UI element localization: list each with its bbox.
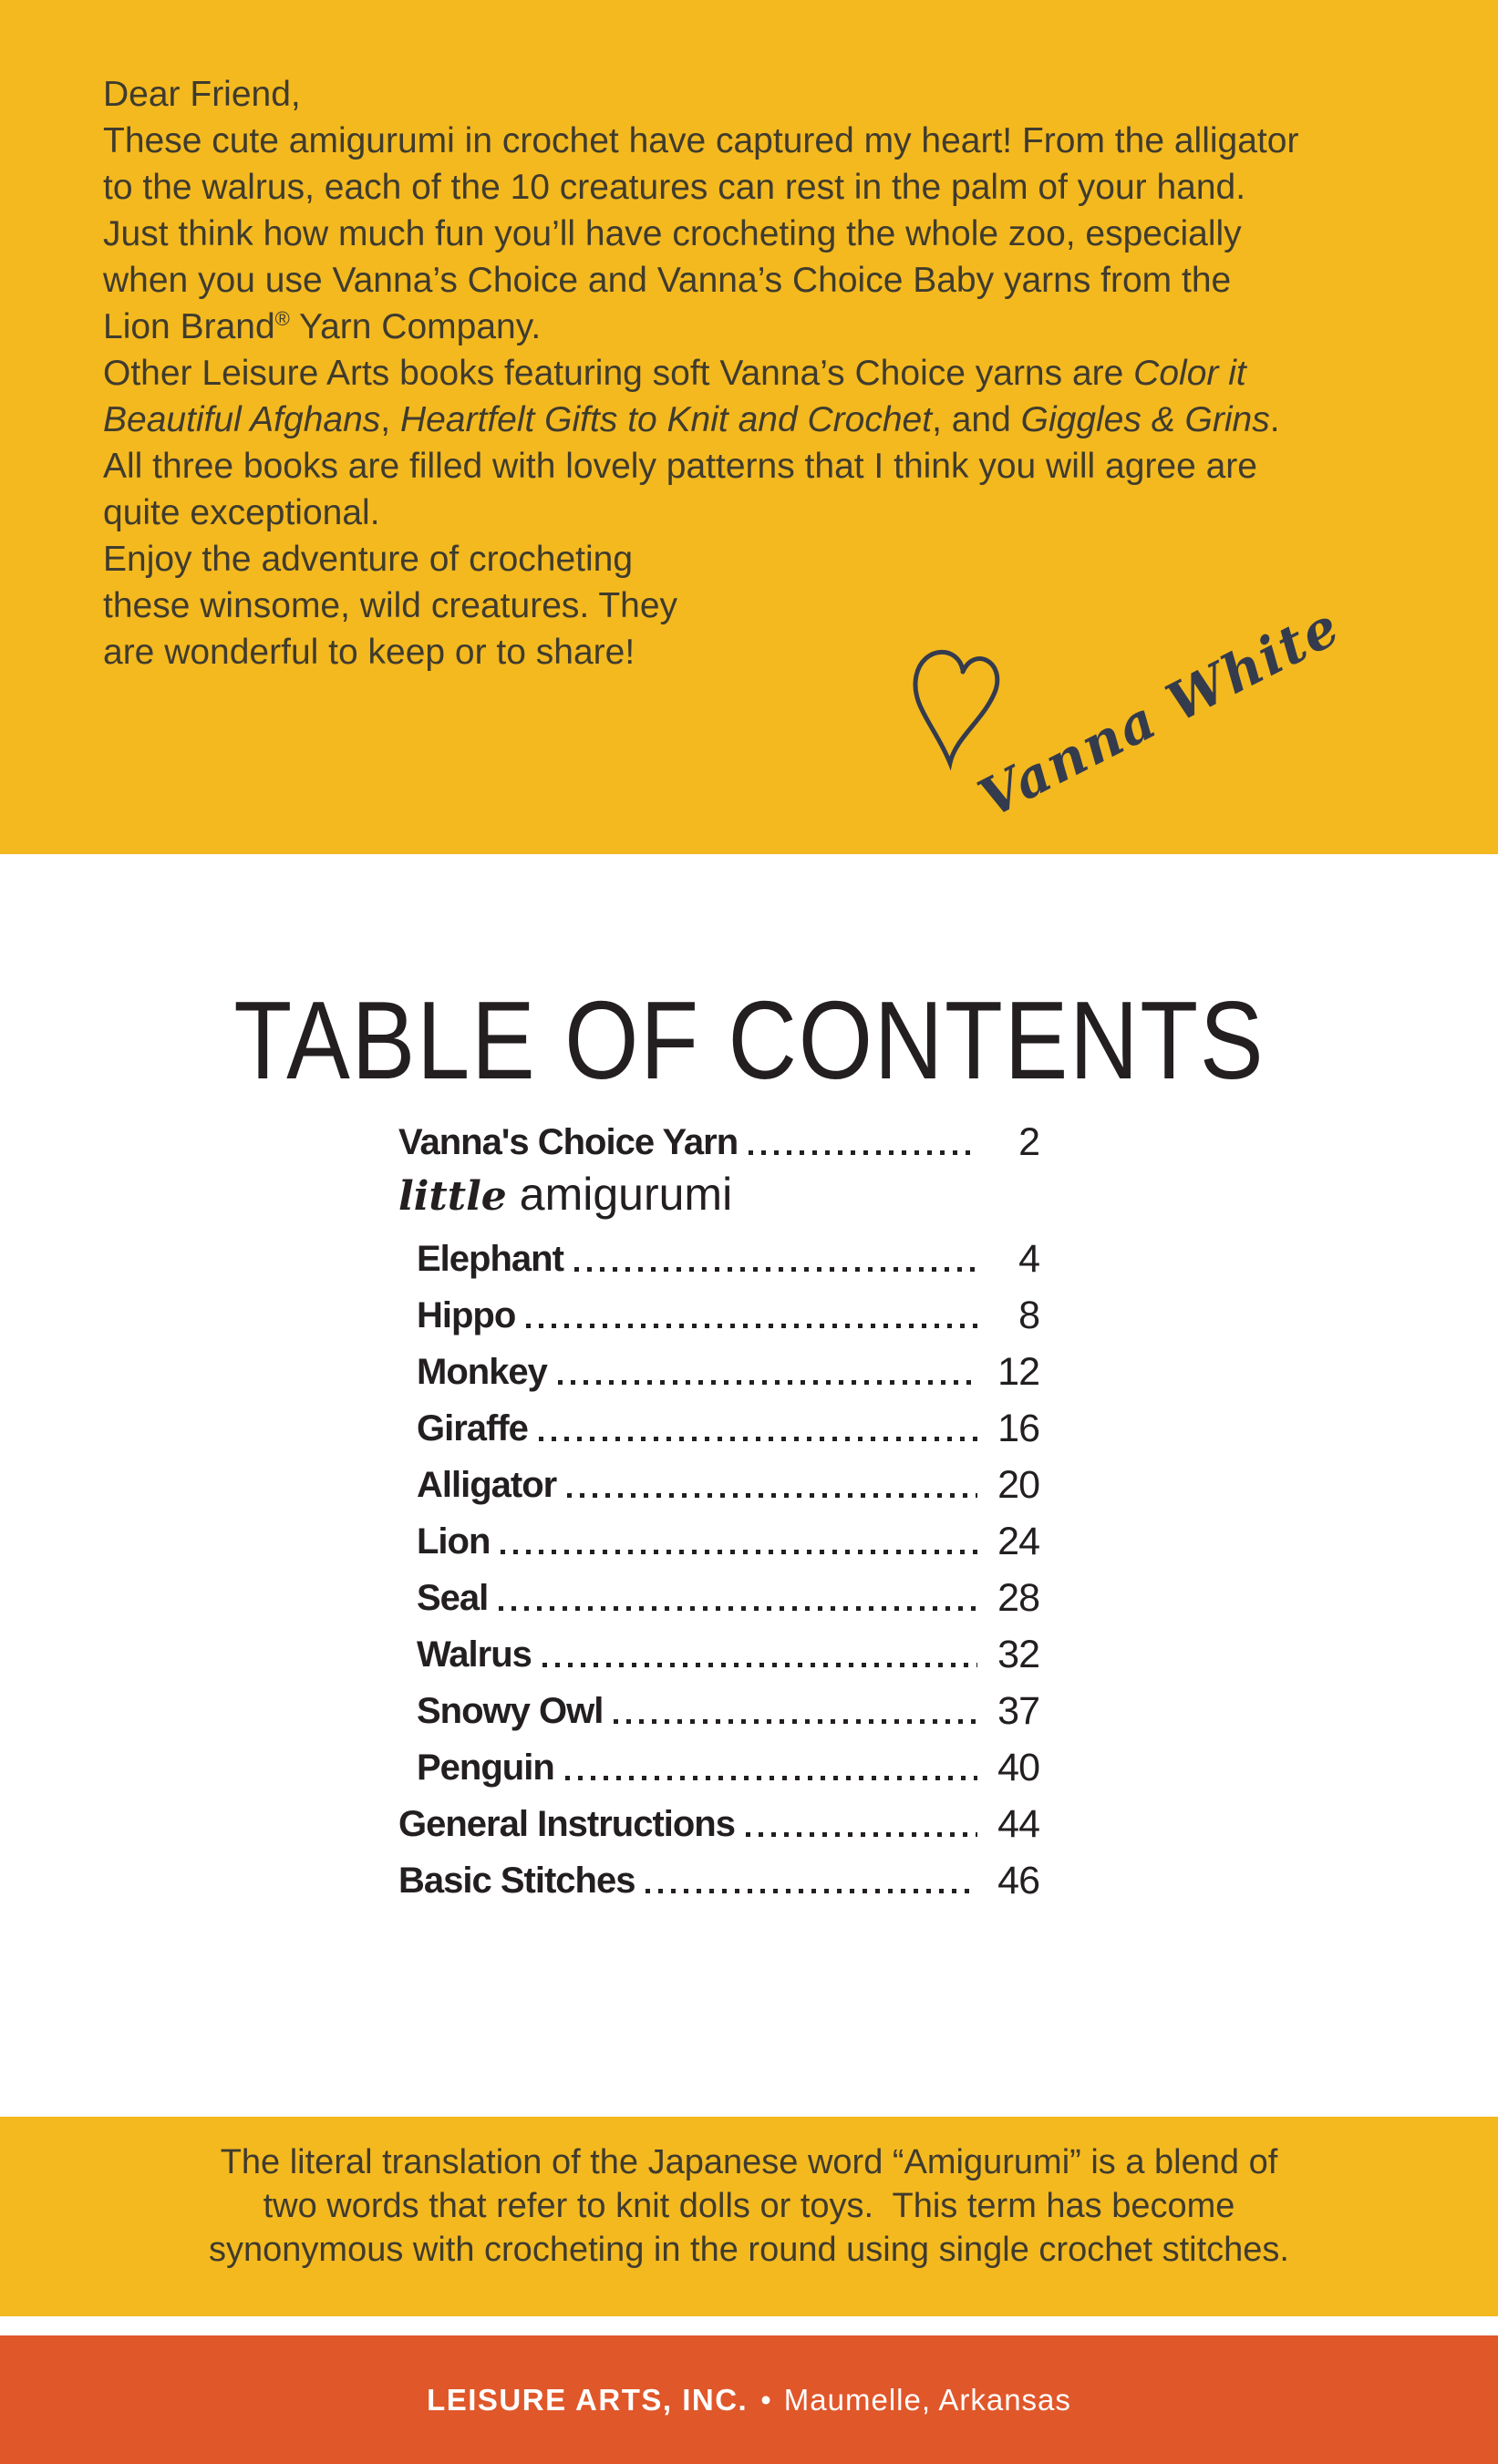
letter-line: , bbox=[380, 400, 400, 439]
toc-subtitle-script: little bbox=[398, 1173, 507, 1220]
toc-entry-page: 24 bbox=[997, 1520, 1039, 1563]
toc-entry-page: 28 bbox=[997, 1576, 1039, 1620]
dot-leader bbox=[565, 1776, 977, 1780]
letter-line: to the walrus, each of the 10 creatures can rest in the palm of your hand. bbox=[103, 168, 1246, 207]
toc-entry-page: 8 bbox=[1018, 1294, 1039, 1337]
toc-entry-row bbox=[398, 1397, 1039, 1453]
toc-subtitle-rest: amigurumi bbox=[519, 1169, 733, 1220]
letter-line: Just think how much fun you’ll have crocheting the whole zoo, especially bbox=[103, 214, 1242, 253]
toc-entry-label: Vanna's Choice Yarn bbox=[398, 1122, 739, 1162]
book-title: Heartfelt Gifts to Knit and Crochet bbox=[399, 400, 933, 439]
toc-entry-row bbox=[398, 1340, 1039, 1397]
toc-entry-page: 12 bbox=[997, 1350, 1039, 1394]
letter-line: . bbox=[1269, 400, 1280, 439]
letter-line: Other Leisure Arts books featuring soft Vanna’s Choice yarns are bbox=[103, 354, 1134, 393]
toc-entry-row bbox=[398, 1510, 1039, 1566]
toc-list bbox=[398, 1110, 1039, 1905]
dot-leader bbox=[746, 1832, 977, 1837]
letter-line: when you use Vanna’s Choice and Vanna’s Choice Baby yarns from the bbox=[103, 261, 1232, 300]
letter-section bbox=[0, 0, 1498, 854]
heart-icon bbox=[903, 641, 1017, 776]
toc-entry-page: 4 bbox=[1018, 1237, 1039, 1281]
toc-entry-page: 37 bbox=[997, 1689, 1039, 1733]
toc-entry-label: Snowy Owl bbox=[417, 1691, 604, 1731]
letter-line: All three books are filled with lovely patterns that I think you will agree are bbox=[103, 447, 1257, 486]
toc-entry-row bbox=[398, 1284, 1039, 1340]
book-title: Giggles & Grins bbox=[1020, 400, 1270, 439]
brand-name: Lion Brand bbox=[103, 307, 275, 346]
toc-entry-row bbox=[398, 1566, 1039, 1623]
toc-entry-label: Walrus bbox=[417, 1634, 532, 1675]
dot-leader bbox=[526, 1324, 977, 1328]
letter-paragraph-2 bbox=[103, 350, 1407, 536]
letter-line: these winsome, wild creatures. They bbox=[103, 586, 678, 625]
dot-leader bbox=[501, 1550, 977, 1554]
amigurumi-note bbox=[0, 2117, 1498, 2316]
toc-entry-label: Penguin bbox=[417, 1747, 554, 1788]
toc-subtitle bbox=[398, 1167, 1039, 1227]
letter-line: These cute amigurumi in crochet have captured my heart! From the alligator bbox=[103, 121, 1299, 160]
letter-line: , and bbox=[932, 400, 1021, 439]
toc-entry-page: 32 bbox=[997, 1633, 1039, 1676]
letter-line: Yarn Company. bbox=[289, 307, 542, 346]
publisher-footer bbox=[0, 2335, 1498, 2464]
toc-entry-page: 44 bbox=[997, 1802, 1039, 1846]
dot-leader bbox=[614, 1719, 977, 1724]
toc-title bbox=[0, 978, 1498, 1102]
toc-entry-label: Monkey bbox=[417, 1352, 547, 1392]
letter-salutation: Dear Friend, bbox=[103, 75, 301, 114]
toc-entry-label: Lion bbox=[417, 1521, 491, 1562]
toc-entry-page: 46 bbox=[997, 1859, 1039, 1902]
dot-leader bbox=[749, 1150, 977, 1155]
toc-entry-row bbox=[398, 1110, 1039, 1167]
dot-leader bbox=[539, 1437, 977, 1441]
dot-leader bbox=[542, 1663, 977, 1667]
table-of-contents-section bbox=[0, 978, 1498, 2117]
toc-entry-page: 40 bbox=[997, 1746, 1039, 1789]
signature-name: Vanna White bbox=[968, 594, 1350, 830]
toc-entry-label: Alligator bbox=[417, 1465, 557, 1505]
toc-entry-row bbox=[398, 1453, 1039, 1510]
toc-entry-label: Elephant bbox=[417, 1239, 563, 1279]
toc-entry-label: Giraffe bbox=[417, 1408, 528, 1449]
book-title: Color it bbox=[1133, 354, 1246, 393]
dot-leader bbox=[567, 1493, 977, 1498]
dot-leader bbox=[646, 1889, 977, 1893]
toc-entry-row bbox=[398, 1849, 1039, 1905]
letter-paragraph-1 bbox=[103, 118, 1407, 350]
publisher-name: LEISURE ARTS, INC. bbox=[427, 2382, 749, 2417]
toc-entry-label: General Instructions bbox=[398, 1804, 735, 1844]
dot-leader bbox=[499, 1606, 977, 1611]
toc-entry-page: 2 bbox=[1018, 1120, 1039, 1164]
toc-entry-label: Hippo bbox=[417, 1295, 516, 1335]
toc-title-text: TABLE OF CONTENTS bbox=[233, 978, 1265, 1102]
toc-entry-page: 16 bbox=[997, 1407, 1039, 1450]
dot-leader bbox=[574, 1267, 977, 1272]
toc-entry-row bbox=[398, 1792, 1039, 1849]
toc-entry-label: Seal bbox=[417, 1578, 489, 1618]
toc-entry-row bbox=[398, 1623, 1039, 1679]
dot-leader bbox=[558, 1380, 977, 1385]
registered-mark: ® bbox=[274, 307, 290, 330]
letter-line: are wonderful to keep or to share! bbox=[103, 633, 635, 672]
toc-entry-page: 20 bbox=[997, 1463, 1039, 1507]
publisher-location: Maumelle, Arkansas bbox=[783, 2382, 1071, 2417]
toc-entry-row bbox=[398, 1736, 1039, 1792]
letter-line: Enjoy the adventure of crocheting bbox=[103, 540, 634, 579]
toc-entry-row bbox=[398, 1679, 1039, 1736]
toc-entry-row bbox=[398, 1227, 1039, 1284]
note-line: The literal translation of the Japanese word “Amigurumi” is a blend of bbox=[220, 2143, 1278, 2181]
note-line: synonymous with crocheting in the round using single crochet stitches. bbox=[209, 2231, 1289, 2269]
divider bbox=[0, 2316, 1498, 2335]
note-line: two words that refer to knit dolls or toys. This term has become bbox=[263, 2187, 1235, 2225]
toc-entry-label: Basic Stitches bbox=[398, 1861, 635, 1901]
book-title: Beautiful Afghans bbox=[103, 400, 381, 439]
bullet-separator: • bbox=[760, 2382, 771, 2417]
letter-line: quite exceptional. bbox=[103, 493, 380, 532]
